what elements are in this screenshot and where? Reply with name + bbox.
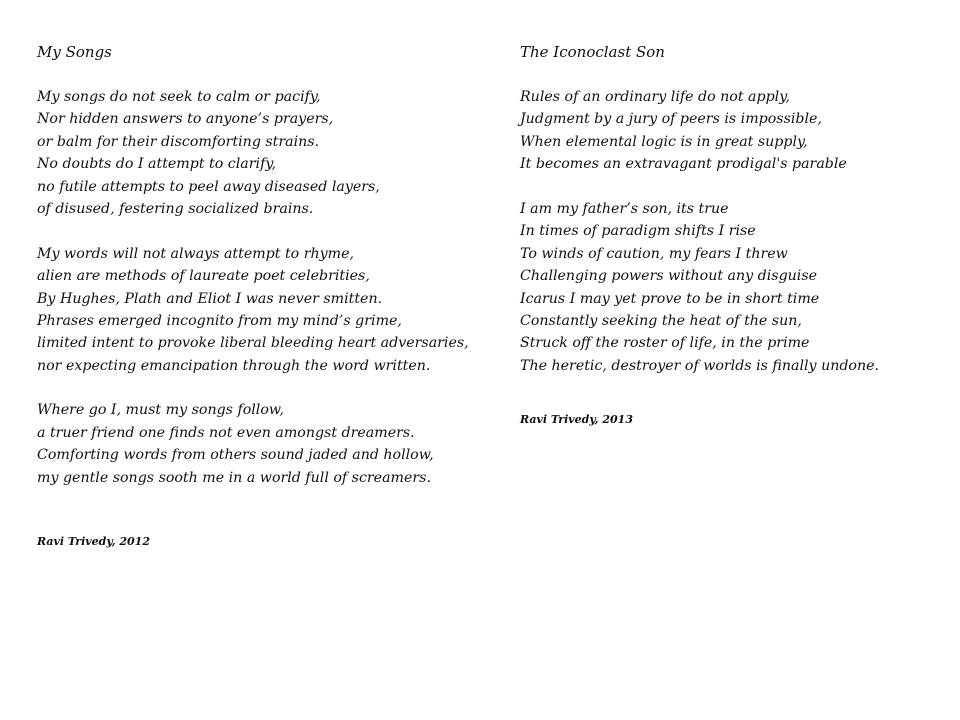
poem-line: Icarus I may yet prove to be in short time (520, 290, 820, 307)
poem-line: limited intent to provoke liberal bleeding heart adversaries, (37, 335, 469, 352)
stanza-1 (37, 86, 507, 220)
poem-line: of disused, festering socialized brains. (37, 200, 314, 217)
stanza-2 (37, 243, 507, 377)
poem-line: No doubts do I attempt to clarify, (37, 156, 276, 173)
poem-title: The Iconoclast Son (520, 43, 665, 61)
stanza-3 (37, 399, 507, 489)
poem-line: It becomes an extravagant prodigal's parable (520, 156, 847, 173)
poem-line: Rules of an ordinary life do not apply, (520, 89, 790, 105)
poem-line: no futile attempts to peel away diseased layers, (37, 178, 380, 195)
poem-iconoclast-son (520, 41, 940, 429)
poem-line: Nor hidden answers to anyone’s prayers, (37, 111, 334, 128)
poem-line: The heretic, destroyer of worlds is finally undone. (520, 357, 880, 374)
poem-line: By Hughes, Plath and Eliot I was never smitten. (37, 290, 383, 307)
poem-line: Comforting words from others sound jaded and hollow, (37, 447, 434, 464)
poem-line: or balm for their discomforting strains. (37, 133, 320, 150)
poem-line: Phrases emerged incognito from my mind’s grime, (37, 312, 402, 329)
poem-line: Judgment by a jury of peers is impossible, (520, 111, 822, 128)
poem-line: Challenging powers without any disguise (520, 268, 818, 285)
stanza-1 (520, 86, 940, 176)
stanza-2 (520, 198, 940, 377)
poem-line: my gentle songs sooth me in a world full of screamers. (37, 469, 431, 486)
poem-line: When elemental logic is in great supply, (520, 133, 808, 150)
poem-line: To winds of caution, my fears I threw (520, 245, 788, 262)
poem-line: Constantly seeking the heat of the sun, (520, 312, 802, 329)
poem-signature: Ravi Trivedy, 2012 (37, 535, 150, 549)
poem-my-songs (37, 41, 507, 551)
poem-signature: Ravi Trivedy, 2013 (520, 413, 633, 427)
poem-line: In times of paradigm shifts I rise (520, 223, 756, 240)
poem-line: nor expecting emancipation through the word written. (37, 357, 431, 374)
poem-line: alien are methods of laureate poet celebrities, (37, 268, 370, 285)
poem-line: a truer friend one finds not even amongst dreamers. (37, 424, 415, 441)
poem-line: Struck off the roster of life, in the prime (520, 335, 810, 352)
poem-line: My songs do not seek to calm or pacify, (37, 89, 321, 105)
poem-line: Where go I, must my songs follow, (37, 402, 284, 419)
poem-title: My Songs (37, 43, 112, 61)
poem-line: I am my father’s son, its true (520, 200, 729, 217)
poem-line: My words will not always attempt to rhyme, (37, 245, 355, 262)
